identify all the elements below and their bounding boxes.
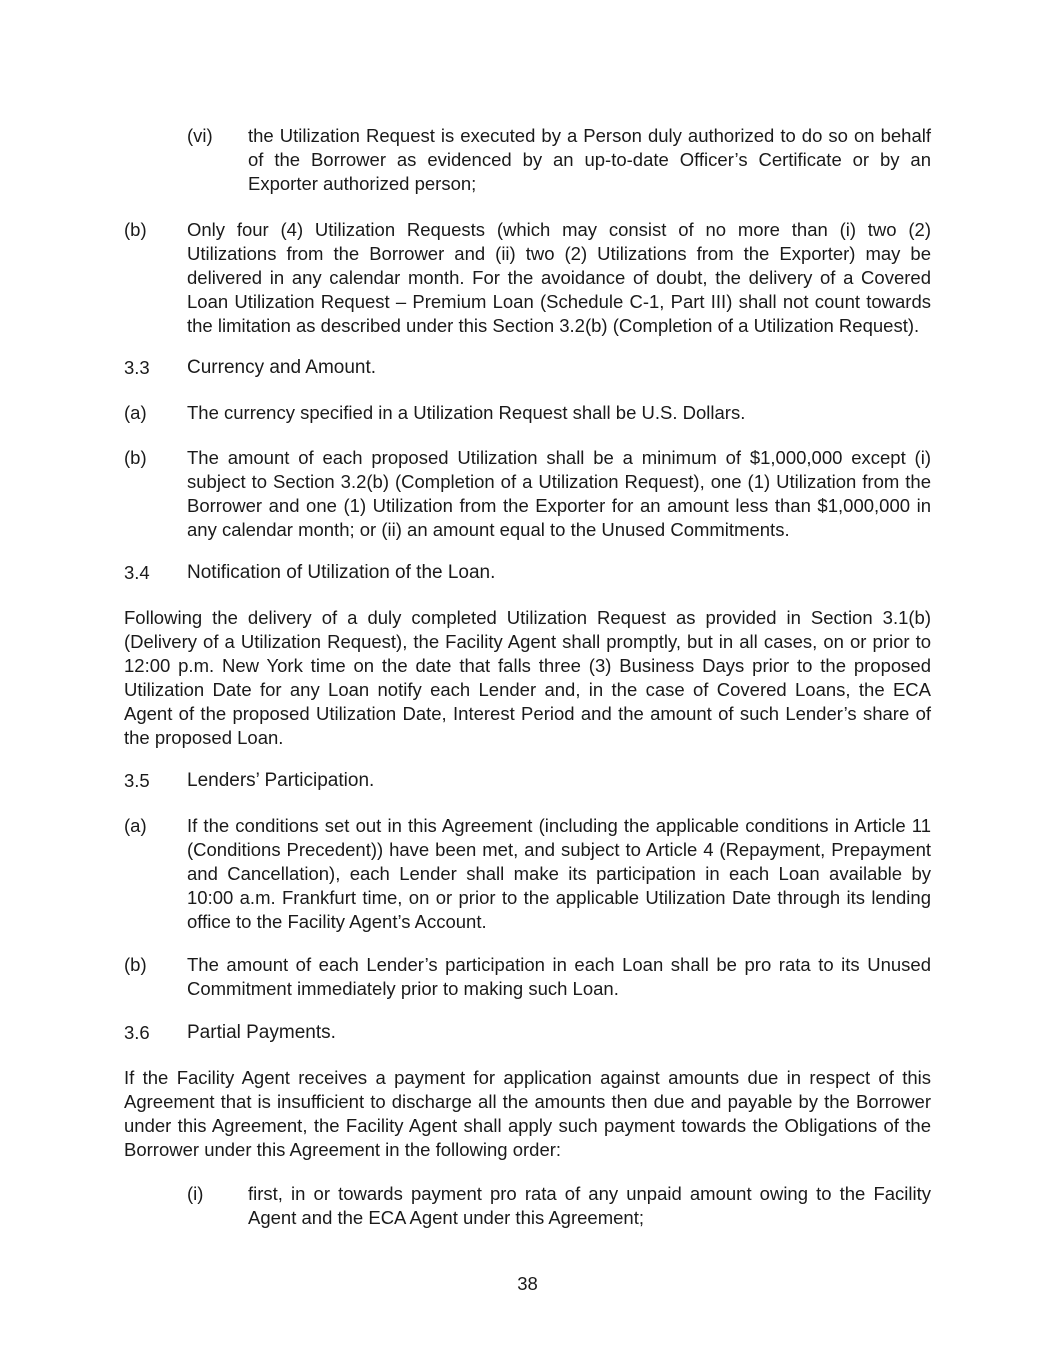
section-title: Lenders’ Participation. xyxy=(187,770,375,791)
clause-text: Only four (4) Utilization Requests (which may consist of no more than (i) two (2) Utilizations from the Borrower and (ii) two (2) Utilizations from the Exporter) may be delivered in any calendar month. For the avoidance of doubt, the delivery of a Covered Loan Utilization Request – Premium Loan (Schedule C-1, Part III) shall not count towards the limitation as described under this Section 3.2(b) (Completion of a Utilization Request). xyxy=(187,219,931,336)
section-number: 3.4 xyxy=(124,562,150,583)
clause-text: the Utilization Request is executed by a Person duly authorized to do so on behalf of the Borrower as evidenced by an up-to-date Officer’s Certificate or by an Exporter authorized person; xyxy=(248,125,931,194)
clause-number: (vi) xyxy=(187,125,213,146)
clause-i xyxy=(187,1182,931,1230)
clause-3-3-b xyxy=(124,446,931,542)
clause-text: The amount of each Lender’s participation in each Loan shall be pro rata to its Unused Commitment immediately prior to making such Loan. xyxy=(187,954,931,999)
clause-3-3-a xyxy=(124,401,931,425)
section-heading-3-3 xyxy=(124,356,931,380)
clause-text: The currency specified in a Utilization Request shall be U.S. Dollars. xyxy=(187,402,746,423)
clause-number: (b) xyxy=(124,219,147,240)
section-heading-3-6 xyxy=(124,1021,931,1045)
section-number: 3.6 xyxy=(124,1022,150,1043)
clause-number: (a) xyxy=(124,402,147,423)
clause-number: (b) xyxy=(124,954,147,975)
page-number: 38 xyxy=(517,1273,538,1294)
clause-3-5-b xyxy=(124,953,931,1001)
clause-text: If the conditions set out in this Agreement (including the applicable conditions in Article 11 (Conditions Precedent)) have been met, and subject to Article 4 (Repayment, Prepayment and Cancellation), each Lender shall make its participation in each Loan available by 10:00 a.m. Frankfurt time, on or prior to the applicable Utilization Date through its lending office to the Facility Agent’s Account. xyxy=(187,815,931,932)
clause-3-2-b xyxy=(124,218,931,338)
section-title: Currency and Amount. xyxy=(187,357,377,378)
section-3-4-body: Following the delivery of a duly completed Utilization Request as provided in Section 3.1(b) (Delivery of a Utilization Request), the Facility Agent shall promptly, but in all cases, on or prior to 12:00 p.m. New York time on the date that falls three (3) Business Days prior to the proposed Utilization Date for any Loan notify each Lender and, in the case of Covered Loans, the ECA Agent of the proposed Utilization Date, Interest Period and the amount of such Lender’s share of the proposed Loan. xyxy=(124,607,931,748)
clause-number: (a) xyxy=(124,815,147,836)
section-number: 3.3 xyxy=(124,357,150,378)
section-title: Partial Payments. xyxy=(187,1022,336,1043)
section-title: Notification of Utilization of the Loan. xyxy=(187,562,496,583)
section-number: 3.5 xyxy=(124,770,150,791)
clause-text: first, in or towards payment pro rata of any unpaid amount owing to the Facility Agent and the ECA Agent under this Agreement; xyxy=(248,1183,931,1228)
clause-number: (b) xyxy=(124,447,147,468)
clause-3-5-a xyxy=(124,814,931,934)
section-3-6-body: If the Facility Agent receives a payment for application against amounts due in respect of this Agreement that is insufficient to discharge all the amounts then due and payable by the Borrower under this Agreement, the Facility Agent shall apply such payment towards the Obligations of the Borrower under this Agreement in the following order: xyxy=(124,1067,931,1160)
clause-number: (i) xyxy=(187,1183,204,1204)
section-heading-3-4 xyxy=(124,561,931,585)
clause-vi xyxy=(187,124,931,196)
section-heading-3-5 xyxy=(124,769,931,793)
clause-text: The amount of each proposed Utilization shall be a minimum of $1,000,000 except (i) subject to Section 3.2(b) (Completion of a Utilization Request), one (1) Utilization from the Borrower and one (1) Utilization from the Exporter for an amount less than $1,000,000 in any calendar month; or (ii) an amount equal to the Unused Commitments. xyxy=(187,447,931,540)
